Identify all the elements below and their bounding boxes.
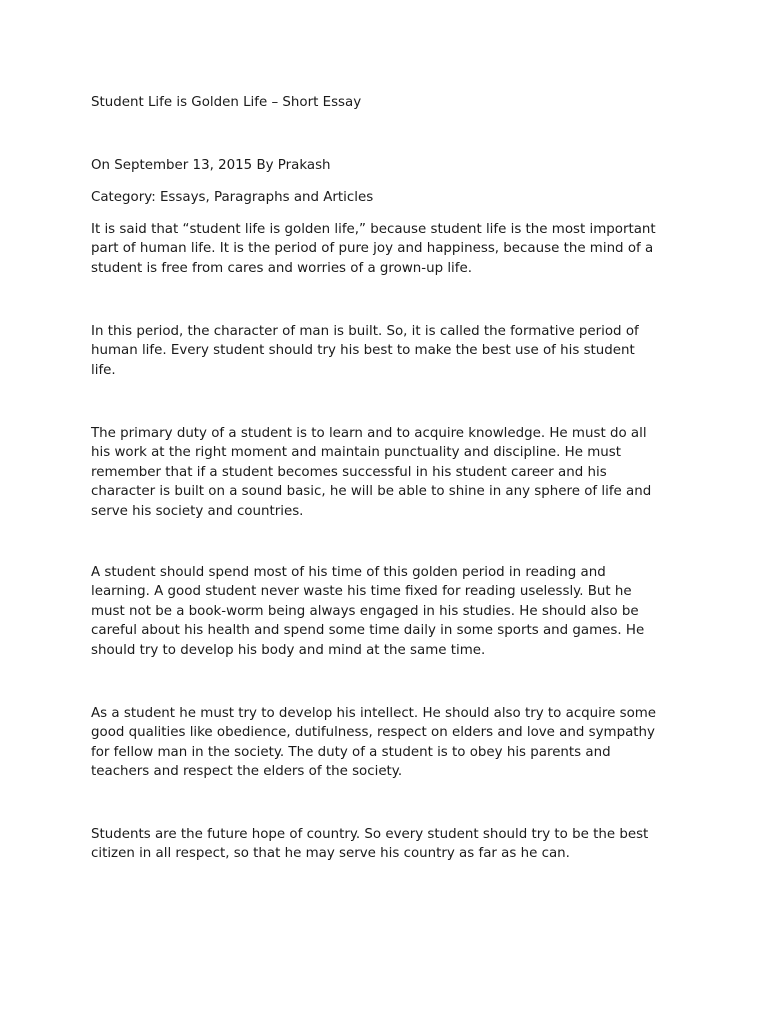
paragraph-line: serve his society and countries. [91,503,304,519]
paragraph-line: remember that if a student becomes successful in his student career and his [91,464,607,480]
paragraph-6 [91,825,691,864]
essay-title: Student Life is Golden Life – Short Essay [91,95,362,110]
paragraph-line: should try to develop his body and mind at the same time. [91,642,486,658]
paragraph-line: In this period, the character of man is built. So, it is called the formative period of [91,324,639,339]
paragraph-line: life. [91,362,116,378]
category-line: Category: Essays, Paragraphs and Articles [91,190,374,205]
paragraph-line: A student should spend most of his time of this golden period in reading and [91,565,606,580]
paragraph-line: part of human life. It is the period of pure joy and happiness, because the mind of a [91,241,654,257]
paragraph-line: As a student he must try to develop his intellect. He should also try to acquire some [91,706,657,721]
paragraph-2 [91,322,691,380]
paragraph-line: The primary duty of a student is to learn and to acquire knowledge. He must do all [91,426,647,441]
paragraph-line: careful about his health and spend some time daily in some sports and games. He [91,623,645,639]
paragraph-3 [91,424,691,521]
paragraph-line: his work at the right moment and maintain punctuality and discipline. He must [91,445,621,461]
paragraph-line: good qualities like obedience, dutifulness, respect on elders and love and sympathy [91,725,655,741]
paragraph-line: citizen in all respect, so that he may serve his country as far as he can. [91,846,570,862]
paragraph-line: It is said that “student life is golden life,” because student life is the most important [91,222,656,237]
paragraph-4 [91,563,691,660]
paragraph-5 [91,704,691,782]
paragraph-line: must not be a book-worm being always engaged in his studies. He should also be [91,603,639,619]
paragraph-line: teachers and respect the elders of the society. [91,764,403,780]
paragraph-line: Students are the future hope of country. So every student should try to be the best [91,827,649,842]
paragraph-1 [91,220,691,278]
paragraph-line: character is built on a sound basic, he will be able to shine in any sphere of life and [91,484,652,500]
paragraph-line: learning. A good student never waste his time fixed for reading uselessly. But he [91,584,632,600]
paragraph-line: for fellow man in the society. The duty of a student is to obey his parents and [91,744,611,760]
paragraph-line: human life. Every student should try his best to make the best use of his student [91,343,635,359]
paragraph-line: student is free from cares and worries of a grown-up life. [91,260,472,276]
byline: On September 13, 2015 By Prakash [91,158,331,173]
